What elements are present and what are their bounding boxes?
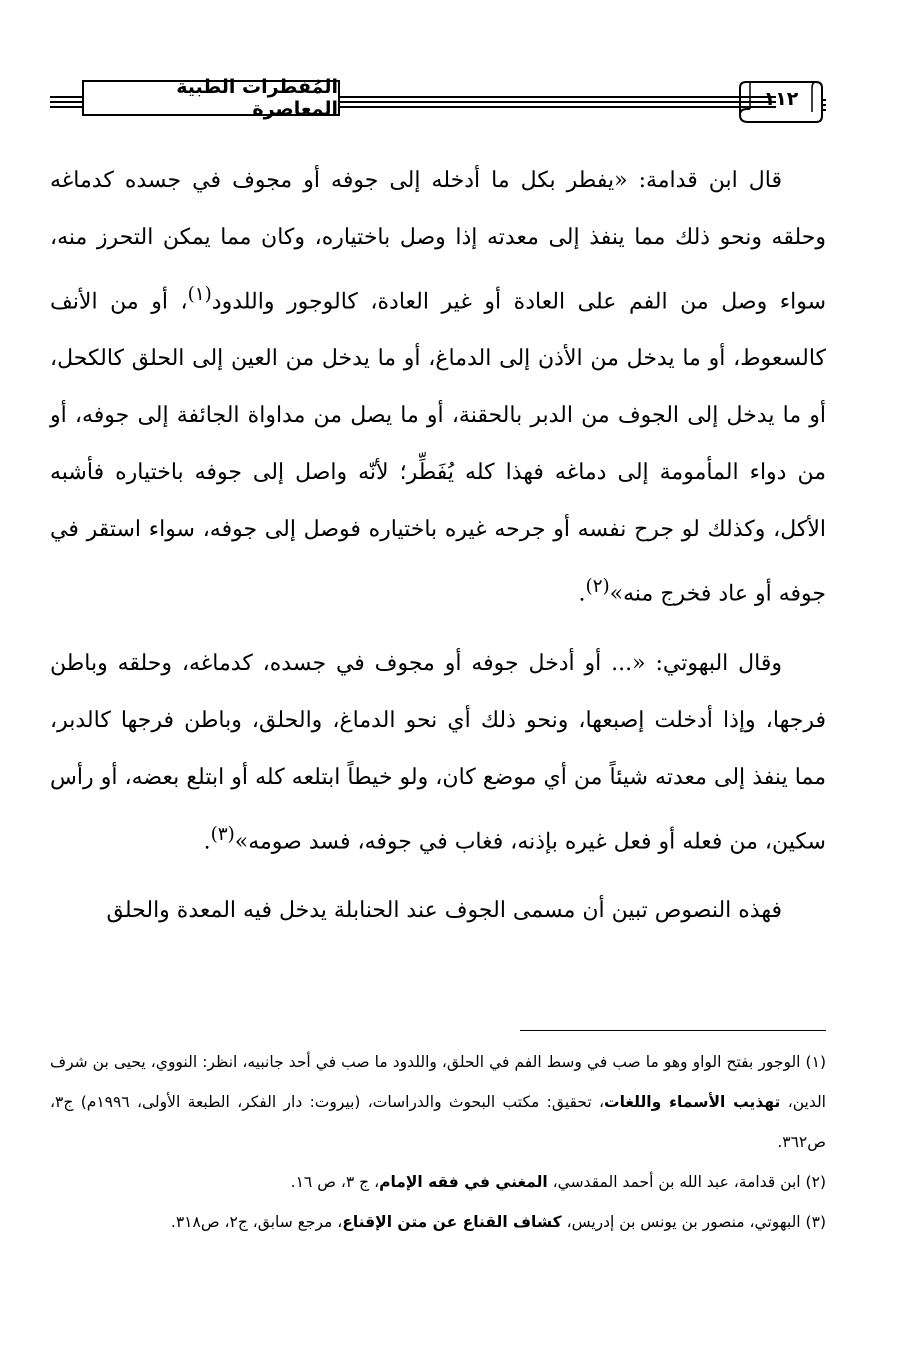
paragraph-conclusion: فهذه النصوص تبين أن مسمى الجوف عند الحنابلة يدخل فيه المعدة والحلق <box>106 897 782 923</box>
footnote-text: البهوتي، منصور بن يونس بن إدريس، <box>561 1213 801 1231</box>
header-rule <box>340 106 776 108</box>
page-number-scroll <box>736 78 826 124</box>
footnote-ref-1: (١) <box>187 284 212 305</box>
header-rule <box>340 101 776 103</box>
paragraph-text: قال ابن قدامة: «يفطر بكل ما أدخله إلى جوفه أو مجوف في جسده كدماغه وحلقه ونحو ذلك مما ينفذ إلى معدته إذا وصل باختياره، وكان مما يمكن التحرز منه، سواء وصل من الفم على العادة أو غير العادة، كالوجور واللدود <box>50 168 827 315</box>
book-title-ref: كشاف القناع عن متن الإقناع <box>342 1213 562 1231</box>
paragraph-text: ، أو من الأنف كالسعوط، أو ما يدخل من الأذن إلى الدماغ، أو ما يدخل من العين إلى الحلق كالكحل، أو ما يدخل إلى الجوف من الدبر بالحقنة، أو ما يصل من مداواة الجائفة إلى جوفه، أو من دواء المأمومة إلى دماغه فهذا كله يُفَطِّر؛ لأنّه واصل إلى جوفه باختياره فأشبه الأكل، وكذلك لو جرح نفسه أو جرحه غيره باختياره فوصل إلى جوفه، سواء استقر في جوفه أو عاد فخرج منه» <box>50 289 827 607</box>
footnote-2 <box>50 1162 826 1202</box>
footnote-ref-2: (٢) <box>585 576 610 598</box>
paragraph-text: وقال البهوتي: «... أو أدخل جوفه أو مجوف في جسده، كدماغه، وحلقه وباطن فرجها، وإذا أدخلت إصبعها، ونحو ذلك أي نحو الدماغ، والحلق، وباطن فرجها كالدبر، مما ينفذ إلى معدته شيئاً من أي موضع كان، ولو خيطاً ابتلعه كله أو ابتلع بعضه، أو رأس سكين، من فعله أو فعل غيره بإذنه، فغاب في جوفه، فسد صومه» <box>50 650 826 854</box>
paragraph-buhuti <box>50 635 826 870</box>
paragraph-end: . <box>203 828 211 854</box>
footnote-ref-3: (٣) <box>210 823 235 845</box>
page-number: ١١٢ <box>763 88 799 110</box>
book-title-ref: المغني في فقه الإمام <box>379 1173 548 1191</box>
footnote-3 <box>50 1202 826 1242</box>
footnote-separator <box>520 1030 826 1031</box>
footnotes <box>50 1042 826 1242</box>
footnote-text: ابن قدامة، عبد الله بن أحمد المقدسي، <box>547 1173 801 1191</box>
footnote-number: (١) <box>805 1053 826 1071</box>
header-rule <box>340 96 776 98</box>
footnote-text: ، مرجع سابق، ج٢، ص٣١٨. <box>170 1213 343 1231</box>
book-title-ref: تهذيب الأسماء واللغات <box>604 1093 781 1111</box>
footnote-text: الوجور بفتح الواو وهو ما صب في وسط الفم في الحلق، واللدود ما صب في أحد جانبيه، انظر: النووي، يحيى بن شرف الدين، <box>50 1053 826 1111</box>
header-rule <box>50 101 82 103</box>
footnote-number: (٢) <box>805 1173 826 1191</box>
header-rule <box>50 106 82 108</box>
footnote-text: ، ج ٣، ص ١٦. <box>290 1173 380 1191</box>
footnote-text: ، تحقيق: مكتب البحوث والدراسات، (بيروت: دار الفكر، الطبعة الأولى، ١٩٩٦م) ج٣، ص٣٦٢. <box>50 1093 826 1151</box>
main-text <box>50 152 826 939</box>
paragraph-ibn-qudama <box>50 152 826 623</box>
footnote-1 <box>50 1042 826 1162</box>
paragraph-end: . <box>578 581 586 607</box>
running-header <box>50 74 826 128</box>
footnote-number: (٣) <box>805 1213 826 1231</box>
header-rule <box>50 96 82 98</box>
book-title: المُفطرات الطبية المعاصرة <box>82 80 340 116</box>
